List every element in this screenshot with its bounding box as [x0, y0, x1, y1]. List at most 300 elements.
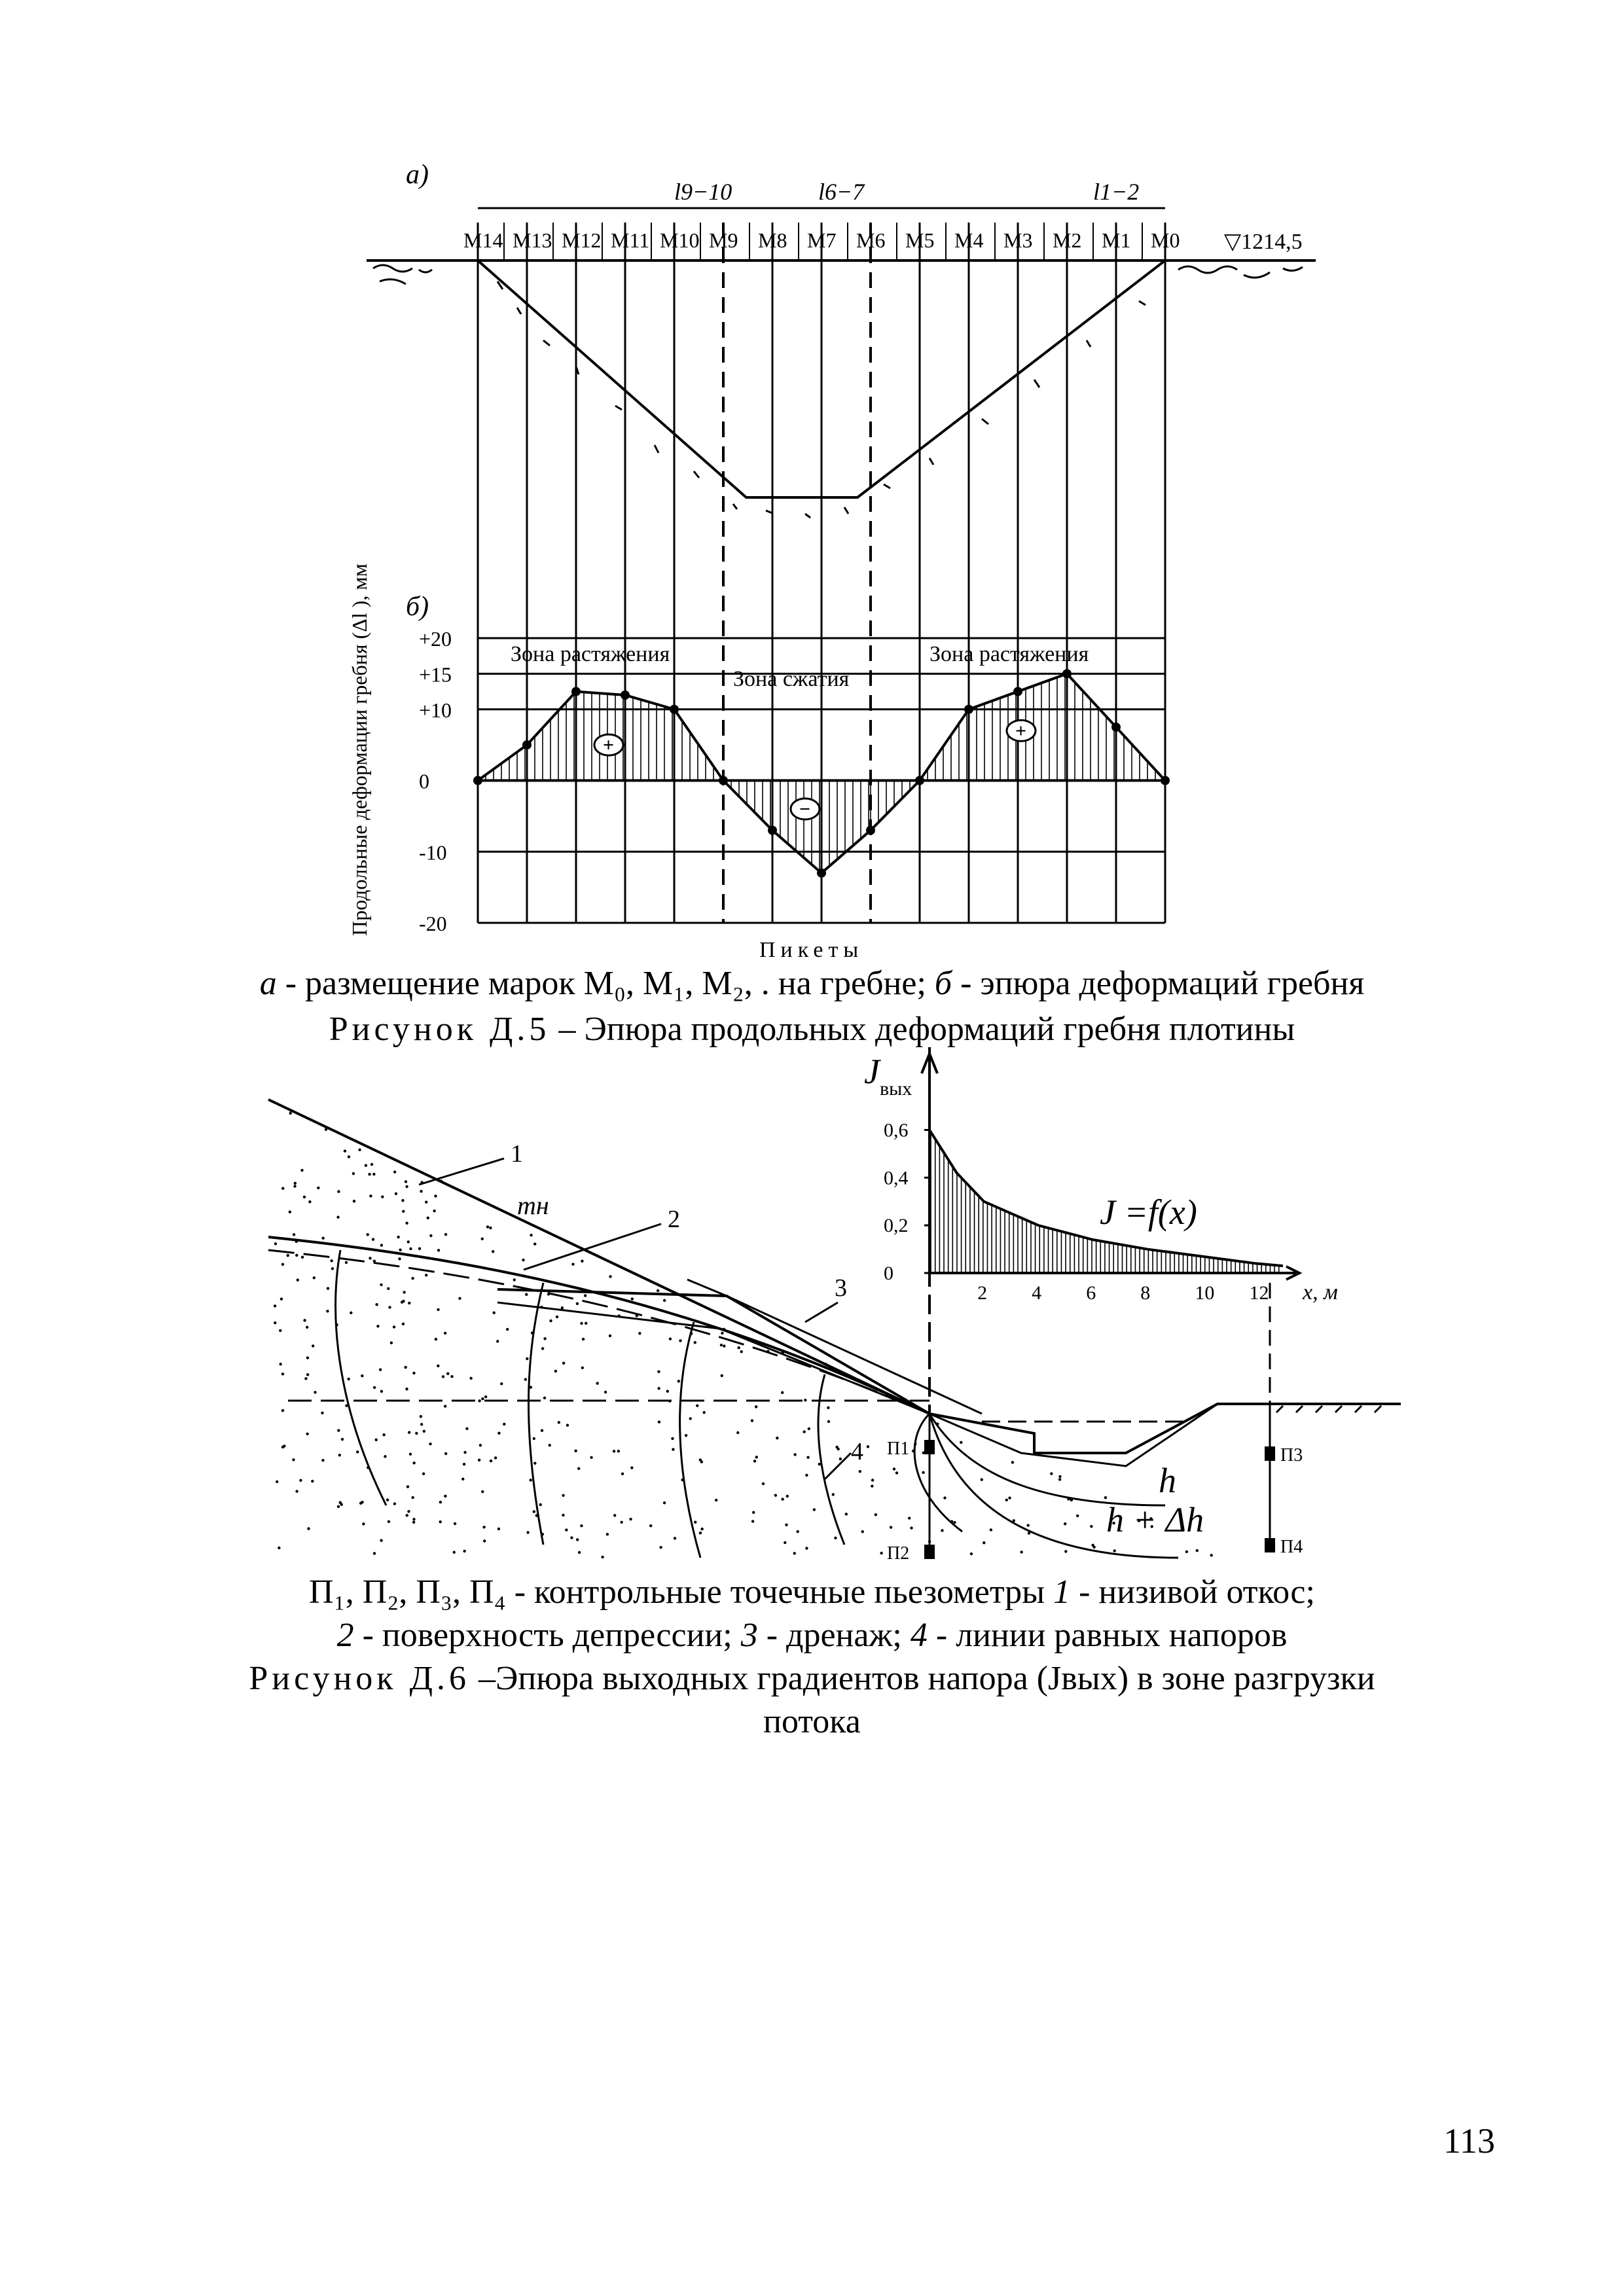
stipple-dot — [365, 1164, 367, 1166]
stipple-dot — [562, 1361, 565, 1364]
part-a-label: а) — [406, 160, 429, 190]
piezometer-1-label: П1 — [887, 1439, 910, 1459]
stipple-dot — [696, 1404, 698, 1407]
stipple-dot — [418, 1247, 421, 1250]
stipple-dot — [408, 1302, 410, 1304]
stipple-dot — [805, 1474, 808, 1477]
stipple-dot — [341, 1438, 344, 1441]
stipple-dot — [871, 1484, 873, 1487]
depression-surface-line-2 — [268, 1237, 929, 1414]
stipple-dot — [313, 1276, 316, 1279]
stipple-dot — [581, 1367, 584, 1369]
elevation-label: ▽1214,5 — [1224, 230, 1303, 254]
stipple-dot — [399, 1248, 401, 1251]
stipple-dot — [369, 1257, 371, 1259]
stipple-dot — [1008, 1497, 1011, 1499]
stipple-dot — [524, 1378, 527, 1380]
caption-figure-number: Рисунок Д.5 — [329, 1011, 550, 1048]
sign-marker-label: + — [603, 734, 615, 757]
stipple-dot — [1104, 1496, 1107, 1499]
stipple-dot — [497, 1528, 500, 1530]
stipple-dot — [720, 1344, 723, 1346]
stipple-dot — [398, 1257, 401, 1260]
stipple-dot — [489, 1227, 492, 1229]
stipple-dot — [584, 1294, 586, 1297]
stipple-dot — [380, 1539, 382, 1541]
stipple-dot — [304, 1377, 307, 1380]
stipple-dot — [348, 1155, 350, 1158]
stipple-dot — [685, 1434, 687, 1437]
stipple-dot — [429, 1234, 432, 1237]
stipple-dot — [337, 1429, 340, 1431]
caption-6-num3: 3 — [740, 1617, 758, 1654]
label-3: 3 — [835, 1274, 847, 1302]
stipple-dot — [387, 1287, 389, 1290]
stipple-dot — [388, 1520, 390, 1523]
stipple-dot — [402, 1300, 405, 1302]
stipple-dot — [327, 1287, 329, 1289]
stipple-dot — [361, 1374, 363, 1377]
stipple-dot — [753, 1460, 756, 1462]
mark-label: M3 — [1003, 228, 1033, 252]
label-mn: mн — [517, 1191, 549, 1220]
stipple-dot — [785, 1524, 787, 1526]
caption-figure-6-line3 — [0, 1657, 1624, 1700]
stipple-dot — [289, 1211, 291, 1213]
stipple-dot — [437, 1249, 440, 1251]
stipple-dot — [306, 1356, 309, 1359]
stipple-dot — [345, 1261, 348, 1264]
data-point — [768, 826, 777, 835]
stipple-dot — [442, 1375, 444, 1378]
stipple-dot — [803, 1430, 805, 1433]
caption-figure-6-line1 — [0, 1571, 1624, 1614]
caption-b-text: - эпюра деформаций гребня — [952, 965, 1365, 1002]
data-point — [473, 776, 482, 785]
stipple-dot — [412, 1462, 415, 1464]
stipple-dot — [453, 1551, 456, 1553]
stipple-dot — [582, 1338, 585, 1340]
stipple-dot — [407, 1240, 410, 1243]
part-b-label: б) — [406, 592, 429, 622]
stipple-dot — [533, 1510, 535, 1513]
stipple-dot — [350, 1312, 352, 1314]
stipple-dot — [620, 1521, 623, 1524]
stipple-dot — [274, 1304, 276, 1307]
stipple-dot — [321, 1412, 323, 1414]
stipple-dot — [561, 1306, 564, 1309]
stipple-dot — [983, 1541, 985, 1544]
stipple-dot — [307, 1527, 310, 1530]
span-label: l6−7 — [818, 179, 865, 205]
stipple-dot — [478, 1459, 480, 1462]
mark-label: M13 — [513, 228, 552, 252]
stipple-dot — [353, 1200, 355, 1202]
stipple-dot — [281, 1187, 284, 1189]
stipple-dot — [571, 1263, 574, 1265]
stipple-dot — [752, 1511, 755, 1514]
stipple-dot — [317, 1187, 319, 1189]
stipple-dot — [423, 1430, 425, 1433]
curve-h — [929, 1414, 1165, 1505]
mark-label: M12 — [562, 228, 602, 252]
stipple-dot — [326, 1310, 329, 1312]
stipple-dot — [393, 1170, 396, 1173]
caption-6-figure-number: Рисунок Д.6 — [249, 1660, 471, 1697]
stipple-dot — [454, 1522, 456, 1525]
piezometer-4 — [1265, 1537, 1303, 1557]
stipple-dot — [533, 1437, 535, 1440]
stipple-dot — [543, 1397, 546, 1399]
inset-y-tick: 0,2 — [884, 1215, 909, 1237]
stipple-dot — [486, 1225, 489, 1228]
stipple-dot — [321, 1237, 324, 1240]
stipple-dot — [721, 1374, 723, 1377]
stipple-dot — [411, 1496, 414, 1499]
stipple-dot — [482, 1526, 485, 1528]
stipple-dot — [1076, 1515, 1079, 1517]
stipple-dot — [762, 1482, 765, 1485]
sign-marker-label: + — [1015, 720, 1027, 742]
stipple-dot — [362, 1522, 365, 1525]
stipple-dot — [372, 1173, 375, 1175]
stipple-dot — [513, 1278, 516, 1281]
stipple-dot — [469, 1377, 472, 1380]
stipple-dot — [281, 1409, 284, 1412]
caption-6-piezometers: П₁, П₂, П₃, П₄ - контрольные точечные пьезометры — [309, 1573, 1054, 1611]
stipple-dot — [1185, 1551, 1188, 1553]
data-point — [522, 740, 532, 749]
stipple-dot — [494, 1456, 497, 1459]
stipple-dot — [420, 1190, 422, 1193]
leader-3 — [805, 1302, 838, 1322]
inset-x-tick: 6 — [1086, 1282, 1096, 1304]
stipple-dot — [834, 1537, 837, 1539]
stipple-dot — [631, 1297, 634, 1300]
stipple-dot — [279, 1363, 281, 1365]
stipple-dot — [530, 1234, 532, 1236]
mark-label: M5 — [905, 228, 935, 252]
stipple-dot — [344, 1149, 346, 1152]
stipple-dot — [306, 1373, 309, 1376]
caption-6-num1: 1 — [1053, 1573, 1071, 1611]
stipple-dot — [875, 1513, 877, 1516]
inset-y-symbol: J — [864, 1052, 880, 1091]
y-tick-label: +10 — [419, 698, 452, 722]
stipple-dot — [549, 1319, 552, 1322]
channel-bed — [929, 1404, 1270, 1453]
stipple-dot — [784, 1541, 786, 1544]
stipple-dot — [630, 1466, 633, 1469]
stipple-dot — [444, 1495, 446, 1498]
stipple-dot — [867, 1445, 869, 1448]
stipple-dot — [649, 1524, 652, 1527]
stipple-dot — [700, 1528, 703, 1530]
stipple-dot — [1011, 1461, 1014, 1463]
stipple-dot — [541, 1429, 543, 1432]
stipple-dot — [479, 1444, 482, 1446]
stipple-dot — [663, 1299, 666, 1302]
caption-6-num2: 2 — [336, 1617, 354, 1654]
stipple-dot — [861, 1530, 864, 1533]
stipple-dot — [297, 1278, 299, 1281]
stipple-dot — [386, 1498, 389, 1501]
inset-x-tick: 2 — [977, 1282, 988, 1304]
stipple-dot — [1020, 1551, 1022, 1553]
stipple-dot — [352, 1172, 355, 1175]
stipple-dot — [781, 1391, 784, 1393]
stipple-dot — [694, 1521, 696, 1524]
gradient-inset-chart — [884, 1054, 1338, 1304]
stipple-dot — [839, 1458, 842, 1460]
stipple-dot — [580, 1322, 583, 1325]
label-2: 2 — [668, 1206, 680, 1233]
stipple-dot — [549, 1444, 551, 1446]
equipotential-1 — [336, 1250, 386, 1505]
stipple-dot — [293, 1233, 295, 1236]
stipple-dot — [736, 1431, 739, 1434]
stipple-dot — [425, 1201, 427, 1204]
stipple-dot — [380, 1244, 383, 1246]
stipple-dot — [776, 1437, 778, 1439]
stipple-dot — [679, 1339, 681, 1342]
data-point — [817, 869, 826, 878]
stipple-dot — [420, 1423, 423, 1426]
equipotential-3 — [680, 1322, 700, 1558]
stipple-dot — [274, 1321, 276, 1324]
stipple-dot — [751, 1520, 754, 1522]
stipple-dot — [311, 1480, 314, 1482]
inset-y-tick: 0,6 — [884, 1119, 909, 1141]
mark-label: M8 — [758, 228, 787, 252]
stipple-dot — [629, 1518, 632, 1520]
stipple-dot — [1091, 1544, 1094, 1547]
stipple-dot — [299, 1479, 302, 1482]
stipple-dot — [403, 1291, 405, 1293]
caption-figure-6-line2 — [0, 1614, 1624, 1657]
stipple-dot — [774, 1494, 777, 1497]
stipple-dot — [943, 1496, 946, 1499]
stipple-dot — [590, 1456, 592, 1459]
stipple-dot — [372, 1238, 374, 1240]
piezometer-2-label: П2 — [887, 1543, 910, 1564]
stipple-dot — [405, 1185, 408, 1188]
stipple-dot — [1050, 1472, 1053, 1475]
stipple-dot — [375, 1303, 378, 1306]
stipple-dot — [295, 1254, 298, 1257]
soil-stipple — [274, 1109, 1213, 1558]
stipple-dot — [437, 1365, 439, 1367]
stipple-dot — [970, 1552, 973, 1555]
data-point — [670, 705, 679, 714]
stipple-dot — [576, 1538, 579, 1541]
y-tick-label: -10 — [419, 840, 447, 865]
stipple-dot — [694, 1341, 696, 1344]
stipple-dot — [621, 1473, 624, 1475]
stipple-dot — [793, 1453, 796, 1456]
stipple-dot — [530, 1479, 532, 1481]
stipple-dot — [490, 1460, 492, 1462]
stipple-dot — [503, 1423, 505, 1426]
stipple-dot — [444, 1332, 446, 1335]
stipple-dot — [402, 1210, 405, 1213]
stipple-dot — [409, 1453, 412, 1456]
stipple-dot — [395, 1193, 397, 1195]
stipple-dot — [672, 1448, 674, 1450]
stipple-dot — [358, 1148, 361, 1151]
zone-label: Зона сжатия — [733, 667, 850, 691]
mark-label: M9 — [709, 228, 738, 252]
stipple-dot — [671, 1437, 674, 1440]
stipple-dot — [406, 1485, 409, 1488]
stipple-dot — [435, 1338, 437, 1340]
stipple-dot — [405, 1180, 407, 1183]
stipple-dot — [617, 1450, 620, 1452]
stipple-dot — [638, 1332, 641, 1335]
stipple-dot — [330, 1259, 333, 1262]
stipple-dot — [321, 1459, 324, 1462]
page-number: 113 — [1443, 2121, 1495, 2161]
stipple-dot — [412, 1518, 415, 1520]
x-axis-label: Пикеты — [759, 938, 864, 962]
stipple-dot — [1064, 1522, 1066, 1525]
caption-figure-5-line2 — [0, 1008, 1624, 1051]
stipple-dot — [393, 1325, 395, 1328]
span-label: l1−2 — [1093, 179, 1140, 205]
stipple-dot — [356, 1450, 359, 1453]
stipple-dot — [439, 1520, 442, 1523]
ground-hatch-right — [1178, 266, 1303, 278]
stipple-dot — [1064, 1550, 1067, 1552]
stipple-dot — [493, 1312, 496, 1314]
stipple-dot — [422, 1472, 425, 1475]
inset-y-subscript: вых — [879, 1078, 912, 1100]
stipple-dot — [300, 1169, 303, 1172]
data-point — [621, 691, 630, 700]
stipple-dot — [306, 1326, 308, 1329]
label-h: h — [1159, 1461, 1176, 1500]
stipple-dot — [832, 1493, 835, 1496]
y-tick-label: -20 — [419, 912, 447, 935]
inset-y-tick: 0 — [884, 1263, 893, 1284]
stipple-dot — [890, 1526, 892, 1528]
y-axis-label: Продольные деформации гребня (Δl ), мм — [348, 564, 371, 936]
stipple-dot — [375, 1439, 378, 1441]
stipple-dot — [606, 1533, 609, 1535]
figure-6-gradient-diagram — [0, 1047, 1624, 1571]
stipple-dot — [576, 1302, 579, 1305]
stipple-dot — [293, 1185, 296, 1187]
stipple-dot — [404, 1366, 406, 1369]
stipple-dot — [786, 1495, 789, 1498]
stipple-dot — [806, 1456, 809, 1459]
stipple-dot — [463, 1451, 466, 1454]
caption-6-num4: 4 — [910, 1617, 928, 1654]
stipple-dot — [281, 1372, 284, 1375]
stipple-dot — [434, 1194, 437, 1197]
stipple-dot — [895, 1471, 898, 1474]
inset-x-tick: 8 — [1140, 1282, 1151, 1304]
stipple-dot — [492, 1250, 494, 1253]
deformation-chart — [419, 627, 1170, 935]
stipple-dot — [659, 1546, 662, 1549]
mark-label: M1 — [1102, 228, 1131, 252]
stipple-dot — [429, 1443, 431, 1445]
stipple-dot — [337, 1190, 340, 1193]
mark-label: M6 — [856, 228, 886, 252]
stipple-dot — [370, 1163, 373, 1166]
stipple-dot — [751, 1419, 753, 1422]
stipple-dot — [699, 1532, 702, 1534]
stipple-dot — [446, 1372, 449, 1375]
downstream-slope-line-1 — [268, 1100, 929, 1414]
stipple-dot — [941, 1529, 943, 1532]
stipple-dot — [689, 1417, 691, 1420]
caption-figure-title: – Эпюра продольных деформаций гребня плотины — [550, 1011, 1295, 1048]
stipple-dot — [382, 1433, 385, 1436]
stipple-dot — [580, 1524, 583, 1527]
stipple-dot — [496, 1340, 499, 1342]
stipple-dot — [880, 1552, 882, 1554]
stipple-dot — [463, 1463, 465, 1465]
stipple-dot — [893, 1467, 895, 1470]
stipple-dot — [804, 1399, 806, 1401]
data-point — [964, 705, 973, 714]
caption-6-figure-title: –Эпюра выходных градиентов напора (Jвых) в зоне разгрузки — [470, 1660, 1375, 1697]
stipple-dot — [411, 1277, 414, 1280]
label-4: 4 — [851, 1438, 863, 1465]
drain-lower — [497, 1302, 929, 1414]
stipple-dot — [497, 1431, 500, 1434]
stipple-dot — [481, 1490, 484, 1493]
inset-x-tick: 10 — [1195, 1282, 1215, 1304]
inset-x-tick: 12 — [1249, 1282, 1269, 1304]
stipple-dot — [666, 1390, 669, 1392]
stipple-dot — [556, 1316, 558, 1318]
stipple-dot — [526, 1531, 529, 1534]
mark-label: M7 — [807, 228, 837, 252]
stipple-dot — [908, 1516, 911, 1519]
stipple-dot — [596, 1382, 598, 1384]
stipple-dot — [373, 1386, 376, 1389]
stipple-dot — [405, 1222, 408, 1225]
stipple-dot — [287, 1254, 289, 1257]
stipple-dot — [960, 1441, 962, 1444]
zone-label: Зона растяжения — [929, 642, 1089, 666]
leader-4 — [825, 1453, 851, 1479]
stipple-dot — [562, 1494, 564, 1497]
stipple-dot — [562, 1514, 564, 1516]
stipple-dot — [981, 1478, 983, 1480]
span-label: l9−10 — [674, 179, 732, 205]
stipple-dot — [533, 1462, 536, 1464]
caption-a-text: - размещение марок M₀, M₁, M₂, . на гребне; — [276, 965, 935, 1002]
stipple-dot — [657, 1387, 660, 1390]
stipple-dot — [337, 1505, 340, 1508]
stipple-dot — [415, 1432, 418, 1435]
stipple-dot — [837, 1448, 839, 1450]
ground-hatch-left — [373, 265, 432, 284]
stipple-dot — [463, 1550, 465, 1552]
stipple-dot — [699, 1458, 702, 1461]
stipple-dot — [1058, 1475, 1061, 1478]
stipple-dot — [359, 1502, 362, 1505]
stipple-dot — [279, 1329, 281, 1332]
stipple-dot — [604, 1391, 607, 1393]
stipple-dot — [295, 1490, 298, 1492]
data-point — [1062, 669, 1072, 678]
stipple-dot — [657, 1370, 660, 1372]
